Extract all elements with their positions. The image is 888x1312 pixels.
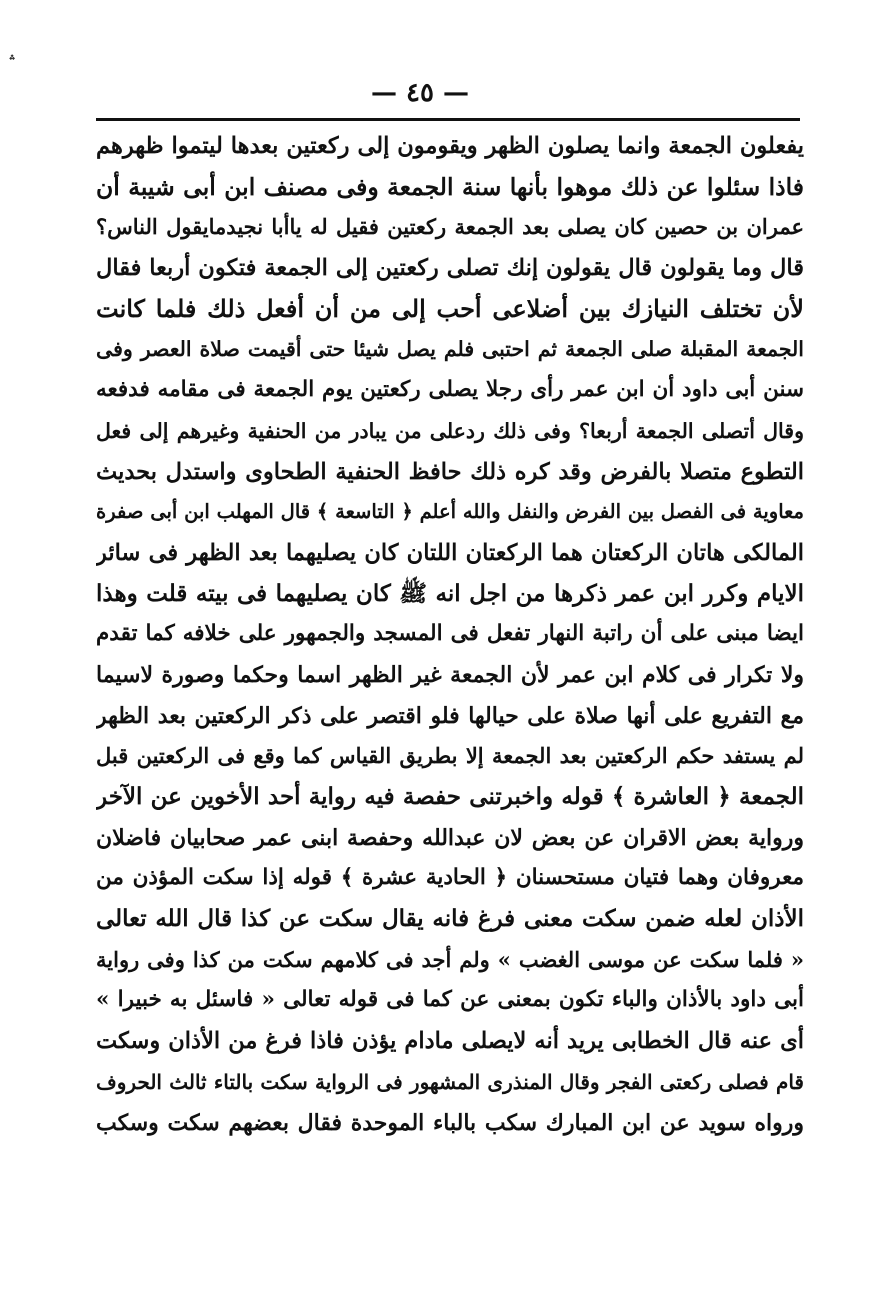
corner-mark: ؞ <box>8 54 17 70</box>
text-line: الجمعة المقبلة صلى الجمعة ثم احتبى فلم يصل شيئا حتى أقيمت صلاة العصر وفى <box>96 337 804 362</box>
text-line: « فلما سكت عن موسى الغضب » ولم أجد فى كلامهم سكت من كذا وفى رواية <box>96 946 804 972</box>
text-line: ايضا مبنى على أن راتبة النهار تفعل فى المسجد والجمهور على خلافه كما تقدم <box>96 621 804 647</box>
text-line: سنن أبى داود أن ابن عمر رأى رجلا يصلى ركعتين يوم الجمعة فى مقامه فدفعه <box>96 377 804 403</box>
text-line: لأن تختلف النيازك بين أضلاعى أحب إلى من أن أفعل ذلك فلما كانت <box>96 293 804 323</box>
text-line: ورواية بعض الاقران عن بعض لان عبدالله وحفصة ابنى عمر صحابيان فاضلان <box>96 824 804 851</box>
text-line: التطوع متصلا بالفرض وقد كره ذلك حافظ الحنفية الطحاوى واستدل بحديث <box>96 458 804 485</box>
text-line: ورواه سويد عن ابن المبارك سكب بالباء الموحدة فقال بعضهم سكت وسكب <box>96 1109 804 1136</box>
text-line: أبى داود بالأذان والباء تكون بمعنى عن كما فى قوله تعالى « فاسئل به خبيرا » <box>96 987 804 1013</box>
text-line: الأذان لعله ضمن سكت معنى فرغ فانه يقال سكت عن كذا قال الله تعالى <box>96 905 804 933</box>
text-line: قال وما يقولون قال يقولون إنك تصلى ركعتين إلى الجمعة فتكون أربعا فقال <box>96 255 804 282</box>
text-line: فاذا سئلوا عن ذلك موهوا بأنها سنة الجمعة وفى مصنف ابن أبى شيبة أن <box>96 172 804 201</box>
text-line: عمران بن حصين كان يصلى بعد الجمعة ركعتين فقيل له ياأبا نجيدمايقول الناس؟ <box>96 214 804 240</box>
text-line: وقال أتصلى الجمعة أربعا؟ وفى ذلك ردعلى من يبادر من الحنفية وغيرهم إلى فعل <box>96 418 804 443</box>
text-line: قام فصلى ركعتى الفجر وقال المنذرى المشهور فى الرواية سكت بالتاء ثالث الحروف <box>96 1069 804 1094</box>
text-line: المالكى هاتان الركعتان هما الركعتان اللتان كان يصليهما بعد الظهر فى سائر <box>96 539 804 566</box>
text-line: أى عنه قال الخطابى يريد أنه لايصلى مادام يؤذن فاذا فرغ من الأذان وسكت <box>96 1028 804 1055</box>
text-line: الجمعة ﴿ العاشرة ﴾ قوله واخبرتنى حفصة فيه رواية أحد الأخوين عن الآخر <box>96 783 804 810</box>
body-text <box>96 126 804 1143</box>
text-line: معروفان وهما فتيان مستحسنان ﴿ الحادية عشرة ﴾ قوله إذا سكت المؤذن من <box>96 865 804 891</box>
page-number: — ٤٥ — <box>370 78 470 108</box>
text-line: لم يستفد حكم الركعتين بعد الجمعة إلا بطريق القياس كما وقع فى الركعتين قبل <box>96 743 804 769</box>
header-rule <box>96 118 800 121</box>
text-line: ولا تكرار فى كلام ابن عمر لأن الجمعة غير الظهر اسما وحكما وصورة لاسيما <box>96 661 804 688</box>
text-line: يفعلون الجمعة وانما يصلون الظهر ويقومون إلى ركعتين بعدها ليتموا ظهرهم <box>96 133 804 159</box>
text-line: مع التفريع على أنها صلاة على حيالها فلو اقتصر على ذكر الركعتين بعد الظهر <box>96 702 804 729</box>
text-line: الايام وكرر ابن عمر ذكرها من اجل انه ﷺ كان يصليهما فى بيته قلت وهذا <box>96 579 804 607</box>
text-line: معاوية فى الفصل بين الفرض والنفل والله أعلم ﴿ التاسعة ﴾ قال المهلب ابن أبى صفرة <box>96 500 804 524</box>
